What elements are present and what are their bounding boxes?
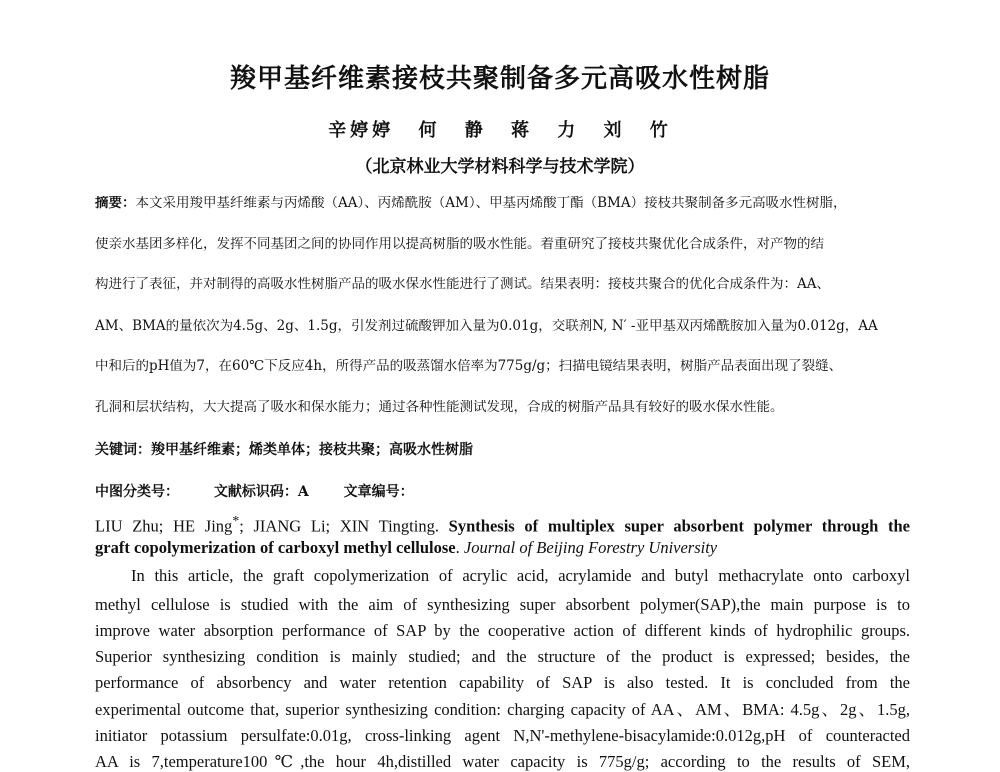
english-body-line: In this article, the graft copolymerization of acrylic acid, acrylamide and butyl methacrylate onto carboxyl — [131, 566, 910, 585]
english-citation-line: LIU Zhu; HE Jing*; JIANG Li; XIN Tingting. Synthesis of multiplex super absorbent polymer through the — [95, 513, 910, 536]
abstract-line: 摘要：本文采用羧甲基纤维素与丙烯酸（AA）、丙烯酰胺（AM）、甲基丙烯酸丁酯（BMA）接枝共聚制备多元高吸水性树脂， — [95, 196, 847, 211]
english-body-line: Superior synthesizing condition is mainly studied; and the structure of the product is expressed; besides, the — [95, 647, 910, 666]
english-body-line: improve water absorption performance of SAP by the cooperative action of different kinds of hydrophilic groups. — [95, 621, 910, 640]
journal-name: Journal of Beijing Forestry University — [463, 538, 718, 557]
english-body-line: AA is 7,temperature100℃,the hour 4h,distilled water capacity is 775g/g; according to the results of SEM, — [95, 752, 910, 771]
abstract-line: AM、BMA的量依次为4.5g、2g、1.5g，引发剂过硫酸钾加入量为0.01g，交联剂N, N′ -亚甲基双丙烯酰胺加入量为0.012g，AA — [95, 319, 878, 334]
english-body-line: performance of absorbency and water retention capability of SAP is also tested. It is concluded from the — [95, 673, 910, 692]
english-citation-line: graft copolymerization of carboxyl methyl cellulose. Journal of Beijing Forestry University — [95, 538, 718, 557]
abstract-label: 摘要： — [95, 196, 136, 211]
abstract-line: 使亲水基团多样化，发挥不同基团之间的协同作用以提高树脂的吸水性能。着重研究了接枝共聚优化合成条件，对产物的结 — [95, 237, 824, 252]
classification-line — [95, 481, 444, 501]
paper-title: 羧甲基纤维素接枝共聚制备多元高吸水性树脂 — [229, 64, 770, 94]
abstract-line: 构进行了表征，并对制得的高吸水性树脂产品的吸水保水性能进行了测试。结果表明：接枝共聚合的优化合成条件为：AA、 — [95, 277, 830, 292]
article-number-label: 文章编号： — [343, 484, 414, 500]
english-body-line: methyl cellulose is studied with the aim of synthesizing super absorbent polymer(SAP),the main purpose is to — [95, 595, 910, 614]
affiliation: （北京林业大学材料科学与技术学院） — [355, 157, 645, 177]
english-body-line: experimental outcome that, superior synthesizing condition: charging capacity of AA、AM、BMA: 4.5g、2g、1.5g, — [95, 700, 910, 719]
clc-label: 中图分类号： — [95, 484, 179, 500]
abstract-line: 中和后的pH值为7，在60℃下反应4h，所得产品的吸蒸馏水倍率为775g/g；扫描电镜结果表明，树脂产品表面出现了裂缝、 — [95, 359, 843, 374]
doc-code-label: 文献标识码：A — [213, 484, 309, 500]
author-list: 辛婷婷 何 静 蒋 力 刘 竹 — [328, 120, 672, 141]
english-body-line: initiator potassium persulfate:0.01g, cross-linking agent N,N'-methylene-bisacylamide:0.012g,pH of counteracted — [95, 726, 910, 745]
keywords-cn: 关键词：羧甲基纤维素；烯类单体；接枝共聚；高吸水性树脂 — [95, 442, 473, 458]
abstract-line: 孔洞和层状结构，大大提高了吸水和保水能力；通过各种性能测试发现，合成的树脂产品具有较好的吸水保水性能。 — [95, 400, 784, 415]
